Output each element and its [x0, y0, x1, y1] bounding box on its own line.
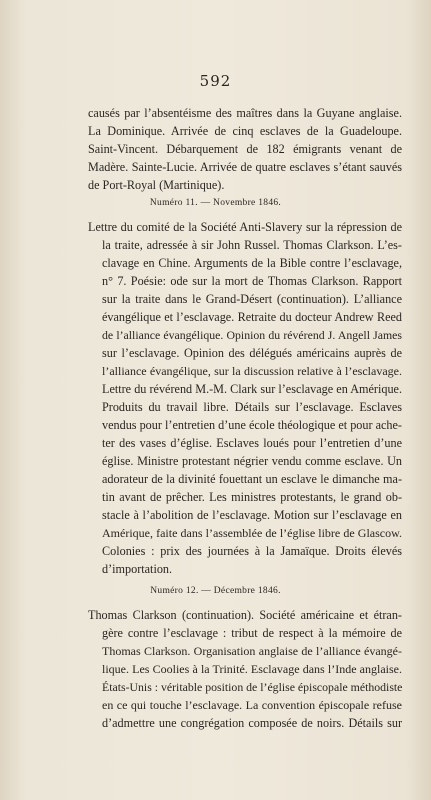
text-line: Amérique, faite dans l’assemblée de l’église libre de Glascow.: [102, 526, 402, 540]
text-line: Lettre du révérend M.-M. Clark sur l’esclavage en Amérique.: [102, 382, 402, 396]
text-line: La Dominique. Arrivée de cinq esclaves de la Guadeloupe.: [88, 124, 402, 138]
text-line: de Port-Royal (Martinique).: [88, 178, 225, 192]
section-12-paragraph: [88, 606, 403, 732]
text-line: gère contre l’esclavage : tribut de respect à la mémoire de: [102, 626, 402, 640]
text-line: vendus pour l’entretien d’une école théologique et pour ache-: [102, 418, 402, 432]
text-line: sur la traite dans le Grand-Désert (continuation). L’alliance: [102, 292, 402, 306]
text-line: la traite, adressée à sir John Russel. Thomas Clarkson. L’es-: [102, 238, 402, 252]
text-line: église. Ministre protestant négrier vendu comme esclave. Un: [102, 454, 402, 468]
text-line: Lettre du comité de la Société Anti-Slavery sur la répression de: [88, 220, 402, 234]
text-line: tin avant de prêcher. Les ministres protestants, le grand ob-: [102, 490, 402, 504]
text-line: clavage en Chine. Arguments de la Bible contre l’esclavage,: [102, 256, 402, 270]
text-line: Saint-Vincent. Débarquement de 182 émigrants venant de: [88, 142, 402, 156]
intro-paragraph: [88, 104, 402, 194]
text-line: Madère. Sainte-Lucie. Arrivée de quatre esclaves s’étant sauvés: [88, 160, 402, 174]
text-line: Produits du travail libre. Détails sur l’esclavage. Esclaves: [102, 400, 402, 414]
text-line: ter des vases d’église. Esclaves loués pour l’entretien d’une: [102, 436, 402, 450]
text-line: États-Unis : véritable position de l’église épiscopale méthodiste: [102, 680, 403, 694]
text-line: Colonies : prix des journées à la Jamaïque. Droits élevés: [102, 544, 402, 558]
text-line: lique. Les Coolies à la Trinité. Esclavage dans l’Inde anglaise.: [102, 662, 402, 676]
text-line: de l’alliance évangélique. Opinion du révérend J. Angell James: [102, 328, 402, 342]
text-line: causés par l’absentéisme des maîtres dans la Guyane anglaise.: [88, 106, 402, 120]
text-line: n° 7. Poésie: ode sur la mort de Thomas Clarkson. Rapport: [102, 274, 402, 288]
issue-heading-11: Numéro 11. — Novembre 1846.: [149, 198, 282, 208]
text-line: adorateur de la divinité fouettant un esclave le dimanche ma-: [102, 472, 402, 486]
text-line: Thomas Clarkson. Organisation anglaise de l’alliance évangé-: [102, 644, 402, 658]
text-line: stacle à l’abolition de l’esclavage. Motion sur l’esclavage en: [102, 508, 402, 522]
text-line: évangélique et l’esclavage. Retraite du docteur Andrew Reed: [102, 310, 402, 324]
text-line: d’importation.: [102, 562, 173, 576]
text-line: Thomas Clarkson (continuation). Société américaine et étran-: [88, 608, 402, 622]
page-number: 592: [199, 72, 232, 90]
section-11-paragraph: [88, 218, 402, 578]
issue-heading-12: Numéro 12. — Décembre 1846.: [150, 586, 281, 596]
text-line: sur l’esclavage. Opinion des délégués américains auprès de: [102, 346, 402, 360]
text-line: d’admettre une congrégation composée de noirs. Détails sur: [102, 716, 402, 730]
text-line: l’alliance évangélique, sur la discussion relative à l’esclavage.: [102, 364, 402, 378]
text-line: en ce qui touche l’esclavage. La convention épiscopale refuse: [102, 698, 402, 712]
